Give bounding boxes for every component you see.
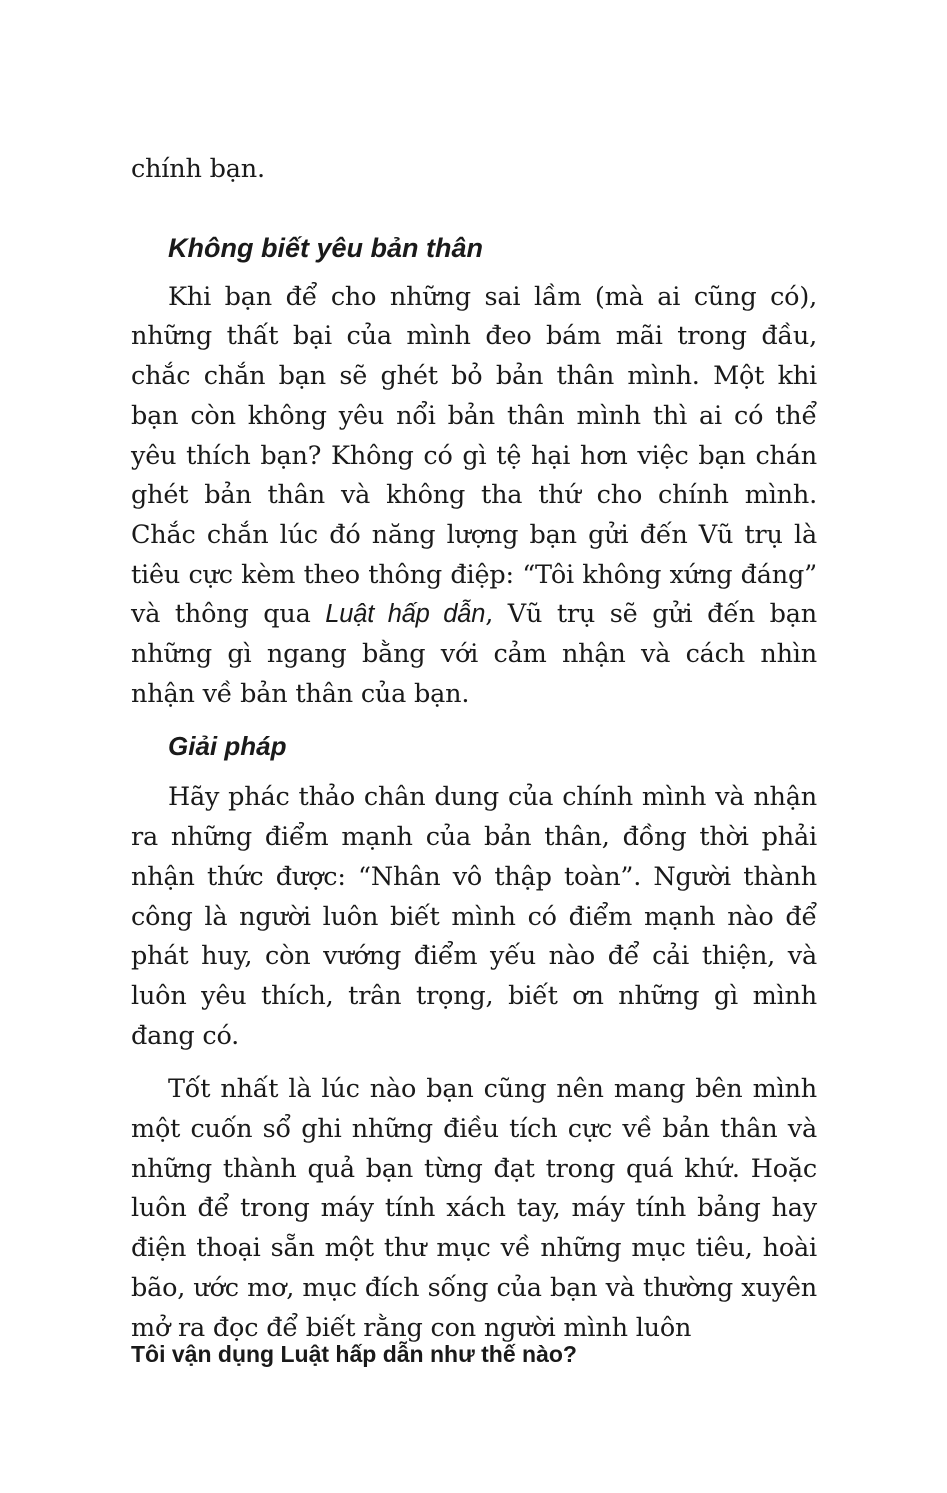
paragraph-self-love-text-after: , Vũ trụ sẽ gửi đến bạn những gì ngang bằng với cảm nhận và cách nhìn nhận về bản thân của bạn. — [131, 599, 817, 709]
paragraph-solution: Hãy phác thảo chân dung của chính mình và nhận ra những điểm mạnh của bản thân, đồng thời phải nhận thức được: “Nhân vô thập toàn”. Người thành công là người luôn biết mình có điểm mạnh nào để phát huy, còn vướng điểm yếu nào để cải thiện, và luôn yêu thích, trân trọng, biết ơn những gì mình đang có. — [131, 782, 817, 1051]
page-content — [131, 150, 817, 1348]
section-heading: Không biết yêu bản thân — [168, 232, 483, 263]
lead-text: chính bạn. — [131, 154, 265, 184]
paragraph-notebook: Tốt nhất là lúc nào bạn cũng nên mang bên mình một cuốn sổ ghi những điều tích cực về bản thân và những thành quả bạn từng đạt trong quá khứ. Hoặc luôn để trong máy tính xách tay, máy tính bảng hay điện thoại sẵn một thư mục về những mục tiêu, hoài bão, ước mơ, mục đích sống của bạn và thường xuyên mở ra đọc để biết rằng con người mình luôn — [131, 1074, 817, 1343]
paragraph-self-love — [131, 278, 817, 715]
paragraph-self-love-text-before: Khi bạn để cho những sai lầm (mà ai cũng có), những thất bại của mình đeo bám mãi trong đầu, chắc chắn bạn sẽ ghét bỏ bản thân mình. Một khi bạn còn không yêu nổi bản thân mình thì ai có thể yêu thích bạn? Không có gì tệ hại hơn việc bạn chán ghét bản thân và không tha thứ cho chính mình. Chắc chắn lúc đó năng lượng bạn gửi đến Vũ trụ là tiêu cực kèm theo thông điệp: “Tôi không xứng đáng” và thông qua — [131, 281, 817, 630]
law-of-attraction-term: Luật hấp dẫn — [325, 600, 486, 629]
solution-subheading: Giải pháp — [168, 731, 287, 762]
running-footer-title: Tôi vận dụng Luật hấp dẫn như thế nào? — [131, 1341, 577, 1367]
